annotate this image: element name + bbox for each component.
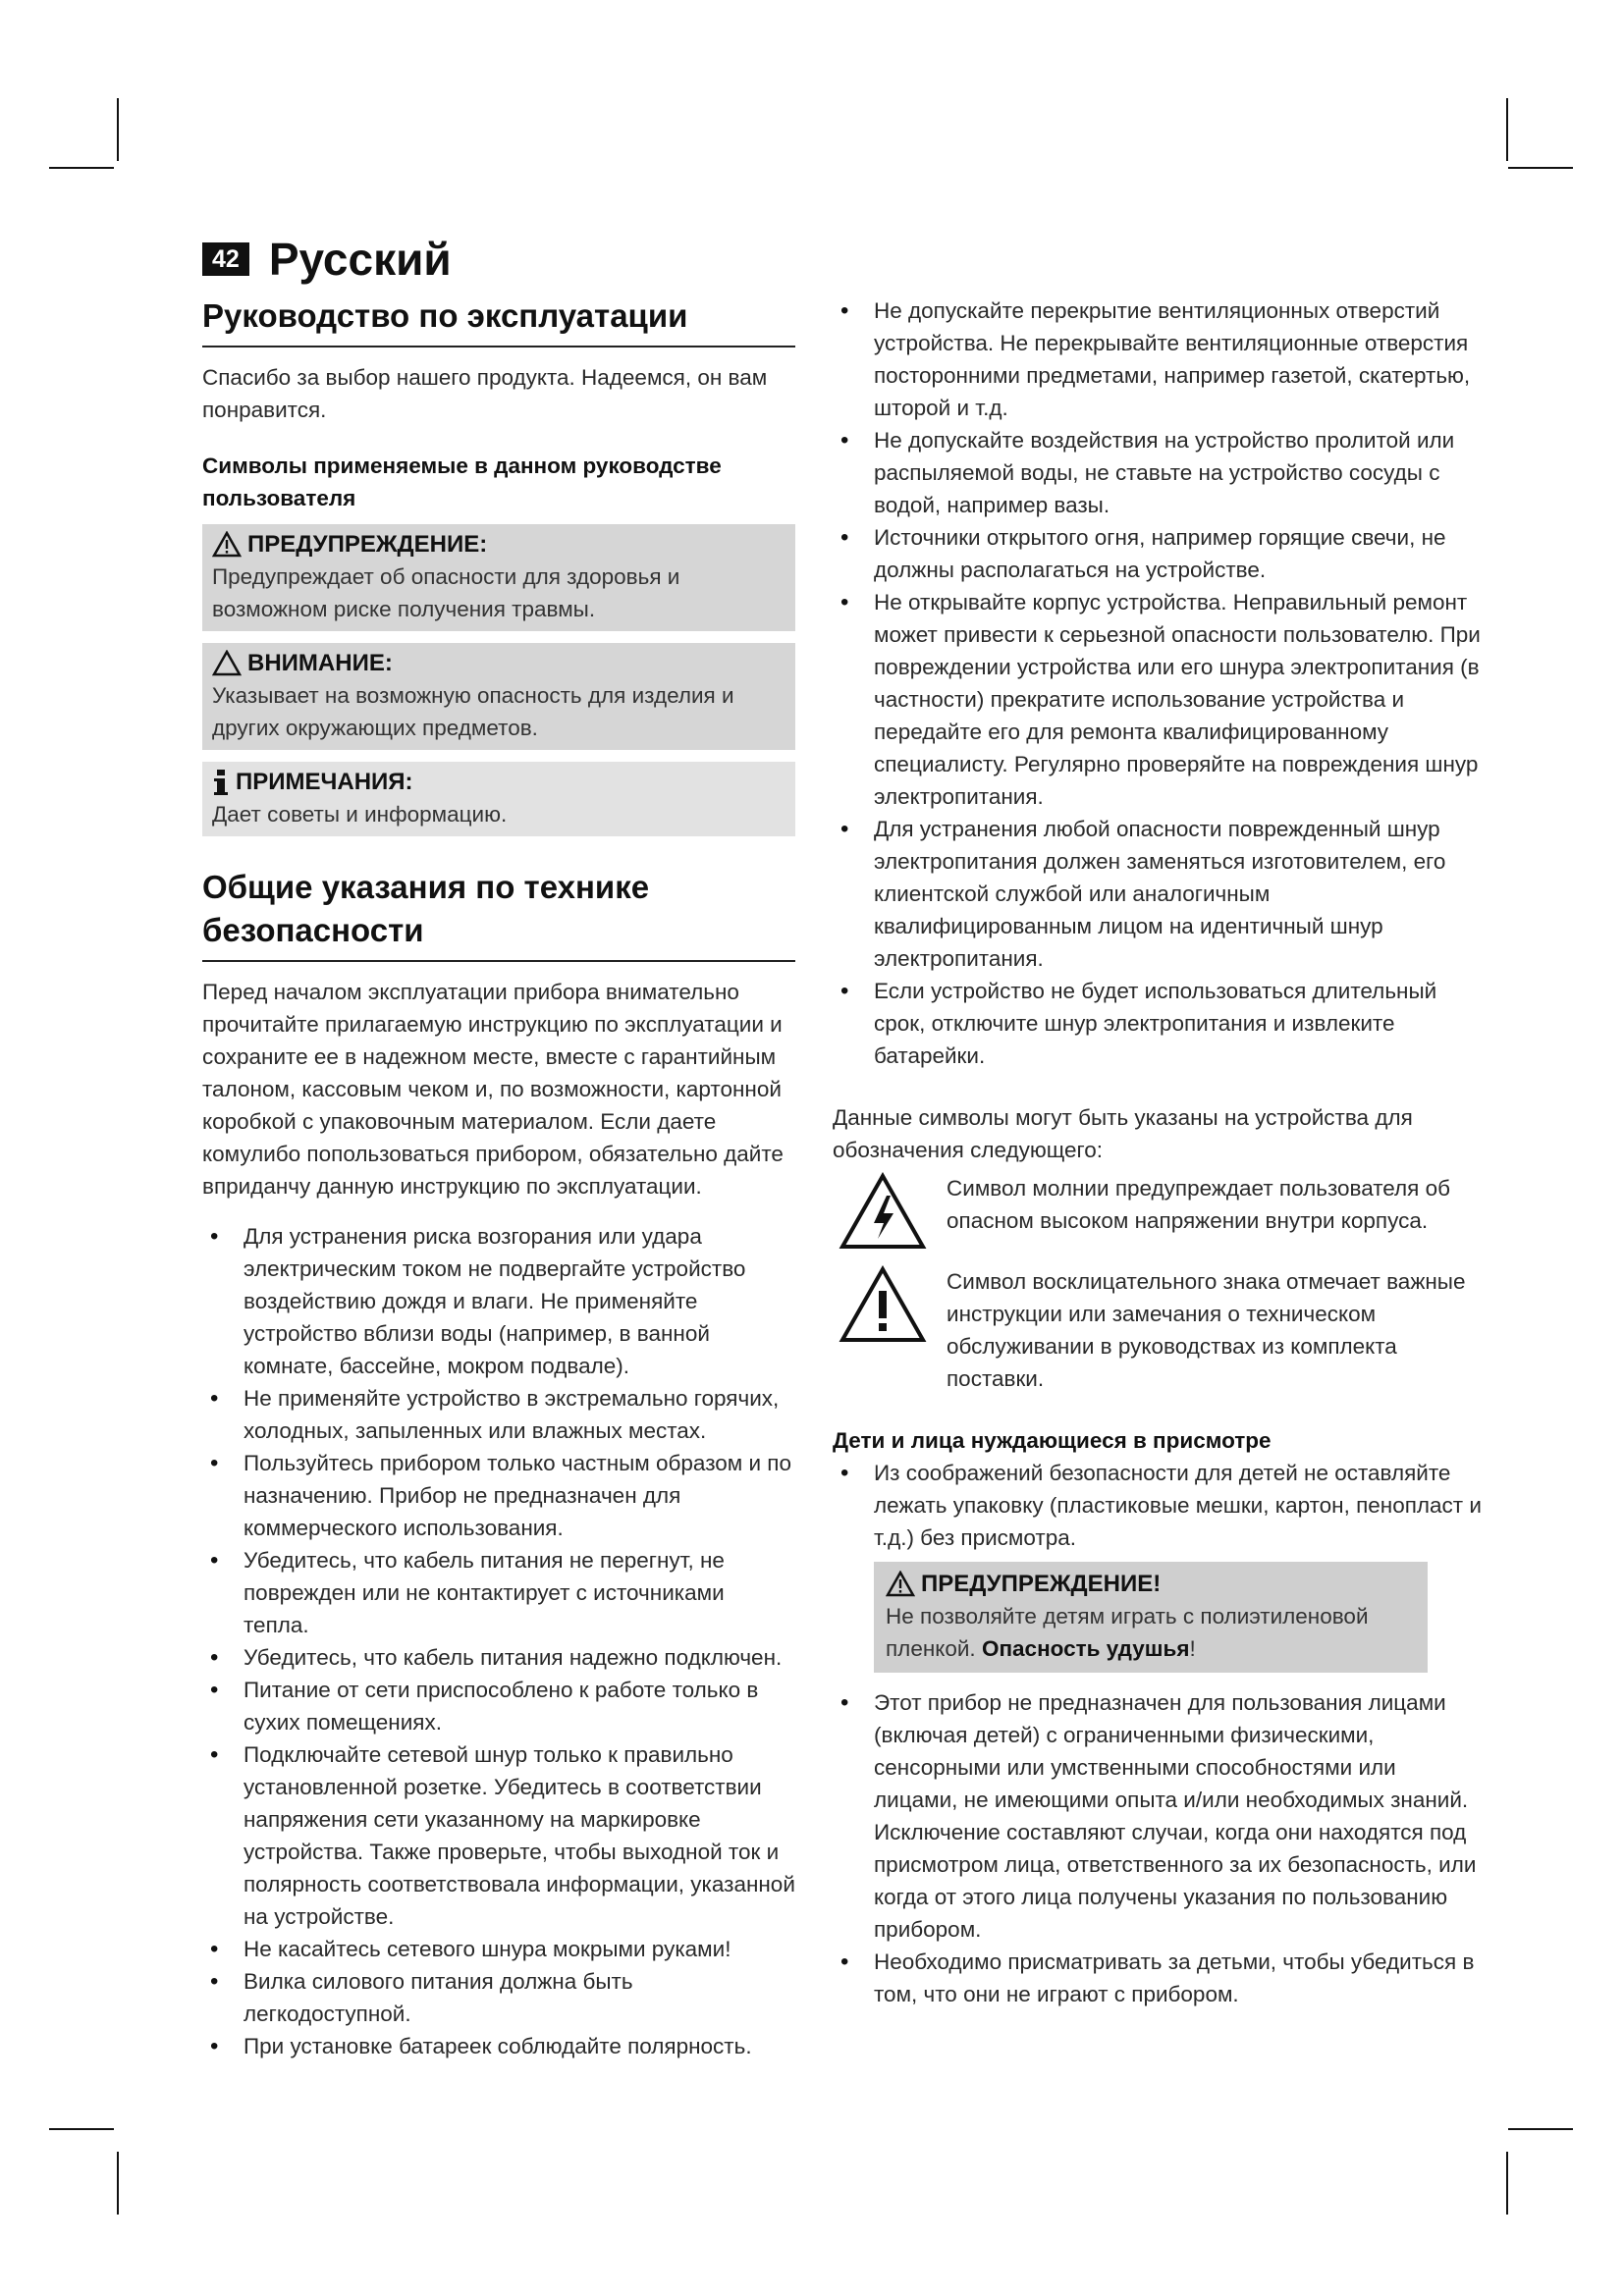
child-warning-box — [874, 1562, 1428, 1673]
crop-mark-top-right-h — [1508, 167, 1573, 169]
list-item: • Из соображений безопасности для детей не оставляйте лежать упаковку (пластиковые мешки, картон, пенопласт и т.д.) без присмотра. — [833, 1457, 1485, 1554]
safety-heading: Общие указания по технике безопасности — [202, 866, 795, 962]
list-item: • Необходимо присматривать за детьми, чтобы убедиться в том, что они не играют с прибором. — [833, 1946, 1485, 2010]
list-item: • Для устранения риска возгорания или удара электрическим током не подвергайте устройство воздействию дождя и влаги. Не применяйте устройство вблизи воды (например, в ванной комнате, бассейне, мокром подвале). — [202, 1220, 795, 1382]
child-warning-suffix: ! — [1189, 1636, 1196, 1661]
right-column — [833, 294, 1485, 2010]
lightning-triangle-icon — [839, 1172, 927, 1251]
warning-note-text: Предупреждает об опасности для здоровья и возможном риске получения травмы. — [212, 564, 680, 621]
list-item: • Не открывайте корпус устройства. Неправильный ремонт может привести к серьезной опасности пользователю. При повреждении устройства или его шнура электропитания (в частности) прекратите использование устройства и передайте его для ремонта квалифицированному специалисту. Регулярно проверяйте на повреждения шнур электропитания. — [833, 586, 1485, 813]
crop-mark-bottom-right-v — [1506, 2152, 1508, 2215]
crop-mark-top-left-h — [49, 167, 114, 169]
children-bullet-list-1 — [833, 1457, 1485, 1554]
device-bullet-list — [833, 294, 1485, 1072]
manual-heading: Руководство по эксплуатации — [202, 294, 795, 347]
exclamation-triangle-icon — [839, 1265, 927, 1344]
info-note — [202, 762, 795, 836]
page-number: 42 — [202, 242, 249, 276]
exclamation-symbol-row — [833, 1265, 1485, 1395]
caution-triangle-icon — [212, 650, 242, 676]
list-item: • Не допускайте воздействия на устройство пролитой или распыляемой воды, не ставьте на устройство сосуды с водой, например вазы. — [833, 424, 1485, 521]
list-item: • Питание от сети приспособлено к работе только в сухих помещениях. — [202, 1674, 795, 1738]
warning-triangle-icon — [212, 531, 242, 558]
warning-note — [202, 524, 795, 631]
info-note-text: Дает советы и информацию. — [212, 802, 508, 827]
info-note-title: ПРИМЕЧАНИЯ: — [236, 769, 413, 795]
warning-note-title: ПРЕДУПРЕЖДЕНИЕ: — [247, 531, 488, 558]
children-heading: Дети и лица нуждающиеся в присмотре — [833, 1428, 1272, 1453]
child-warning-emphasis: Опасность удушья — [981, 1636, 1190, 1661]
warning-triangle-icon — [886, 1571, 915, 1597]
list-item: • Не допускайте перекрытие вентиляционных отверстий устройства. Не перекрывайте вентиляционные отверстия посторонними предметами, например газетой, скатертью, шторой и т.д. — [833, 294, 1485, 424]
crop-mark-bottom-right-h — [1508, 2128, 1573, 2130]
crop-mark-top-right-v — [1506, 98, 1508, 161]
caution-note-text: Указывает на возможную опасность для изделия и других окружающих предметов. — [212, 683, 734, 740]
crop-mark-bottom-left-h — [49, 2128, 114, 2130]
lightning-symbol-row — [833, 1172, 1485, 1259]
child-warning-title: ПРЕДУПРЕЖДЕНИЕ! — [921, 1571, 1162, 1597]
children-bullet-list-2 — [833, 1686, 1485, 2010]
safety-bullet-list — [202, 1220, 795, 2062]
list-item: • Пользуйтесь прибором только частным образом и по назначению. Прибор не предназначен для коммерческого использования. — [202, 1447, 795, 1544]
lightning-symbol-text: Символ молнии предупреждает пользователя об опасном высоком напряжении внутри корпуса. — [947, 1176, 1451, 1233]
list-item: • Источники открытого огня, например горящие свечи, не должны располагаться на устройстве. — [833, 521, 1485, 586]
list-item: • При установке батареек соблюдайте полярность. — [202, 2030, 795, 2062]
list-item: • Не применяйте устройство в экстремально горячих, холодных, запыленных или влажных местах. — [202, 1382, 795, 1447]
list-item: • Убедитесь, что кабель питания надежно подключен. — [202, 1641, 795, 1674]
exclamation-symbol-text: Символ восклицательного знака отмечает важные инструкции или замечания о техническом обслуживании в руководствах из комплекта поставки. — [947, 1269, 1466, 1391]
symbols-heading: Символы применяемые в данном руководстве пользователя — [202, 454, 722, 510]
language-title: Русский — [268, 234, 452, 285]
caution-note-title: ВНИМАНИЕ: — [247, 650, 393, 676]
list-item: • Для устранения любой опасности поврежденный шнур электропитания должен заменяться изготовителем, его клиентской службой или аналогичным квалифицированным лицом на идентичный шнур электропитания. — [833, 813, 1485, 975]
list-item: • Вилка силового питания должна быть легкодоступной. — [202, 1965, 795, 2030]
crop-mark-bottom-left-v — [117, 2152, 119, 2215]
page-header — [202, 230, 452, 289]
list-item: • Подключайте сетевой шнур только к правильно установленной розетке. Убедитесь в соответствии напряжения сети указанному на маркировке устройства. Также проверьте, чтобы выходной ток и полярность соответствовала информации, указанной на устройстве. — [202, 1738, 795, 1933]
list-item: • Этот прибор не предназначен для пользования лицами (включая детей) с ограниченными физическими, сенсорными или умственными способностями или лицами, не имеющими опыта и/или необходимых знаний. Исключение составляют случаи, когда они находятся под присмотром лица, ответственного за их безопасность, или когда от этого лица получены указания по пользованию прибором. — [833, 1686, 1485, 1946]
list-item: • Если устройство не будет использоваться длительный срок, отключите шнур электропитания и извлеките батарейки. — [833, 975, 1485, 1072]
crop-mark-top-left-v — [117, 98, 119, 161]
list-item: • Не касайтесь сетевого шнура мокрыми руками! — [202, 1933, 795, 1965]
list-item: • Убедитесь, что кабель питания не перегнут, не поврежден или не контактирует с источниками тепла. — [202, 1544, 795, 1641]
safety-intro: Перед началом эксплуатации прибора внимательно прочитайте прилагаемую инструкцию по эксплуатации и сохраните ее в надежном месте, вместе с гарантийным талоном, кассовым чеком и, по возможности, картонной коробкой с упаковочным материалом. Если даете комулибо попользоваться прибором, обязательно дайте вприданчу данную инструкцию по эксплуатации. — [202, 980, 784, 1199]
left-column — [202, 294, 795, 2062]
info-icon — [212, 769, 230, 796]
intro-text: Спасибо за выбор нашего продукта. Надеемся, он вам понравится. — [202, 365, 768, 422]
symbols-intro: Данные символы могут быть указаны на устройства для обозначения следующего: — [833, 1105, 1413, 1162]
child-warning-text: Не позволяйте детям играть с полиэтиленовой пленкой. — [886, 1604, 1369, 1661]
caution-note — [202, 643, 795, 750]
